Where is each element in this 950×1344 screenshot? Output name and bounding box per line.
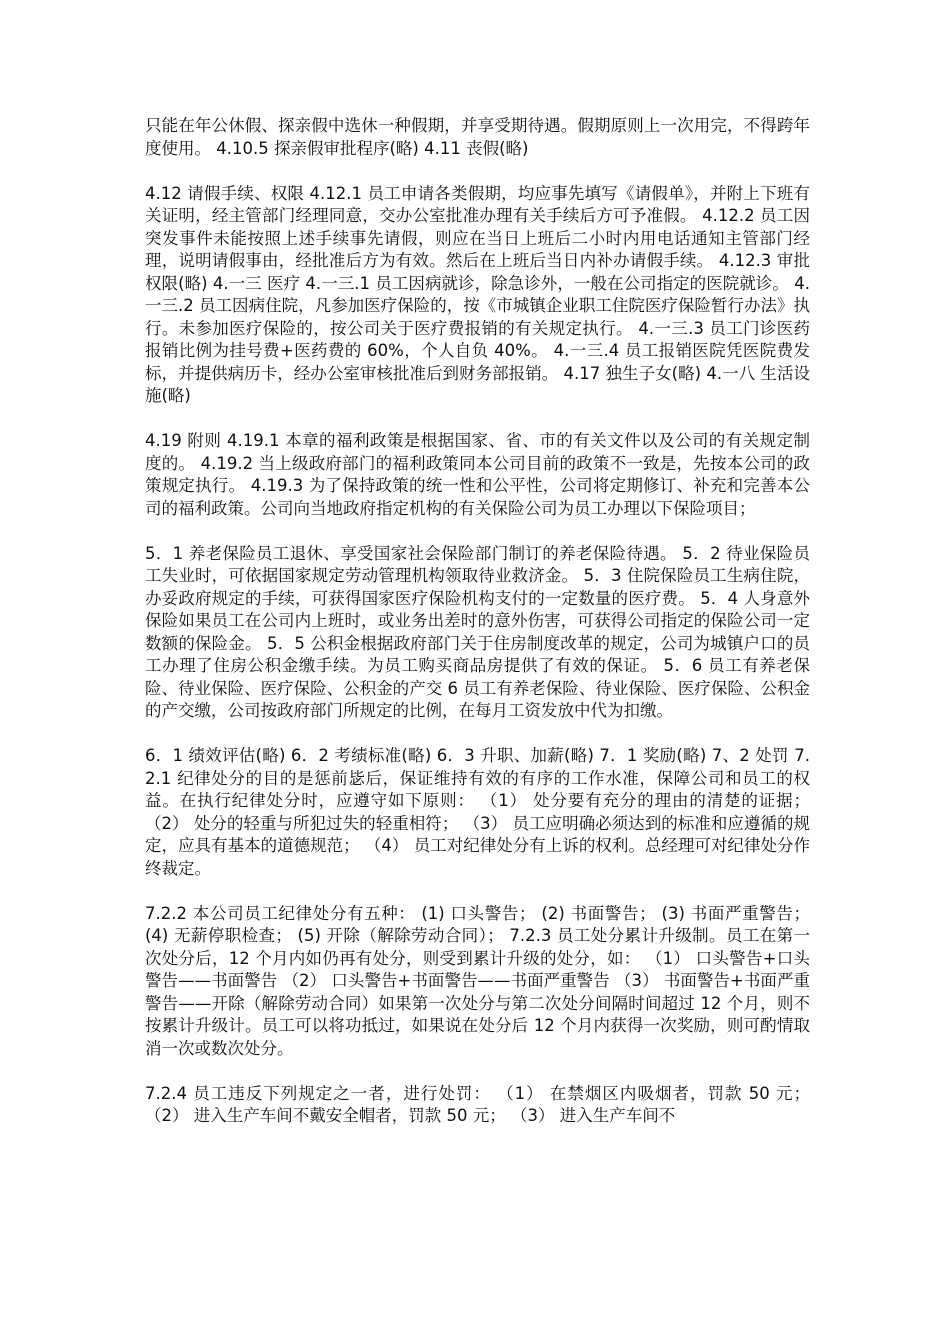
paragraph-discipline-principles: 6．1 绩效评估(略) 6．2 考绩标准(略) 6．3 升职、加薪(略) 7．1 奖励(略) 7、2 处罚 7.2.1 纪律处分的目的是惩前毖后，保证维持有效的有序的工作水准，保障公司和员工的权益。在执行纪律处分时，应遵守如下原则： （1） 处分要有充分的理由的清楚的证据； （2） 处分的轻重与所犯过失的轻重相符； （3） 员工应明确必须达到的标准和应遵循的规定，应具有基本的道德规范； （4） 员工对纪律处分有上诉的权利。总经理可对纪律处分作终裁定。 <box>145 746 810 878</box>
paragraph-leave-procedure-medical: 4.12 请假手续、权限 4.12.1 员工申请各类假期，均应事先填写《请假单》，并附上下班有关证明，经主管部门经理同意，交办公室批准办理有关手续后方可予准假。 4.12.2 员工因突发事件未能按照上述手续事先请假，则应在当日上班后二小时内用电话通知主管部门经理，说明请假事由，经批准后方为有效。然后在上班后当日内补办请假手续。 4.12.3 审批权限(略) 4.一三 医疗 4.一三.1 员工因病就诊，除急诊外，一般在公司指定的医院就诊。 4.一三.2 员工因病住院，凡参加医疗保险的，按《市城镇企业职工住院医疗保险暂行办法》执行。未参加医疗保险的，按公司关于医疗费报销的有关规定执行。 4.一三.3 员工门诊医药报销比例为挂号费+医药费的 60%，个人自负 40%。 4.一三.4 员工报销医院凭医院费发标，并提供病历卡，经办公室审核批准后到财务部报销。 4.17 独生子女(略) 4.一八 生活设施(略) <box>145 183 810 405</box>
paragraph-leave-continued: 只能在年公休假、探亲假中选休一种假期，并享受期待遇。假期原则上一次用完，不得跨年度使用。 4.10.5 探亲假审批程序(略) 4.11 丧假(略) <box>145 116 810 158</box>
paragraph-insurance-items: 5．1 养老保险员工退休、享受国家社会保险部门制订的养老保险待遇。 5．2 待业保险员工失业时，可依据国家规定劳动管理机构领取待业救济金。 5．3 住院保险员工生病住院，办妥政府规定的手续，可获得国家医疗保险机构支付的一定数量的医疗费。 5．4 人身意外保险如果员工在公司内上班时，或业务出差时的意外伤害，可获得公司指定的保险公司一定数额的保险金。 5．5 公积金根据政府部门关于住房制度改革的规定，公司为城镇户口的员工办理了住房公积金缴手续。为员工购买商品房提供了有效的保证。 5．6 员工有养老保险、待业保险、医疗保险、公积金的产交 6 员工有养老保险、待业保险、医疗保险、公积金的产交缴，公司按政府部门所规定的比例，在每月工资发放中代为扣缴。 <box>145 543 810 720</box>
document-body <box>145 115 810 1150</box>
paragraph-welfare-appendix: 4.19 附则 4.19.1 本章的福利政策是根据国家、省、市的有关文件以及公司的有关规定制度的。 4.19.2 当上级政府部门的福利政策同本公司目前的政策不一致是，先按本公司的政策规定执行。 4.19.3 为了保持政策的统一性和公平性，公司将定期修订、补充和完善本公司的福利政策。公司向当地政府指定机构的有关保险公司为员工办理以下保险项目； <box>145 431 810 518</box>
paragraph-violations: 7.2.4 员工违反下列规定之一者，进行处罚： （1） 在禁烟区内吸烟者，罚款 50 元； （2） 进入生产车间不戴安全帽者，罚款 50 元； （3） 进入生产车间不 <box>145 1083 810 1125</box>
paragraph-discipline-types: 7.2.2 本公司员工纪律处分有五种： (1) 口头警告； (2) 书面警告； (3) 书面严重警告； (4) 无薪停职检查； (5) 开除（解除劳动合同）； 7.2.3 员工处分累计升级制。员工在第一次处分后，12 个月内如仍再有处分，则受到累计升级的处分，如： （1） 口头警告+口头警告——书面警告 （2） 口头警告+书面警告——书面严重警告 （3） 书面警告+书面严重警告——开除（解除劳动合同）如果第一次处分与第二次处分间隔时间超过 12 个月，则不按累计升级计。员工可以将功抵过，如果说在处分后 12 个月内获得一次奖励，则可酌情取消一次或数次处分。 <box>145 903 810 1058</box>
